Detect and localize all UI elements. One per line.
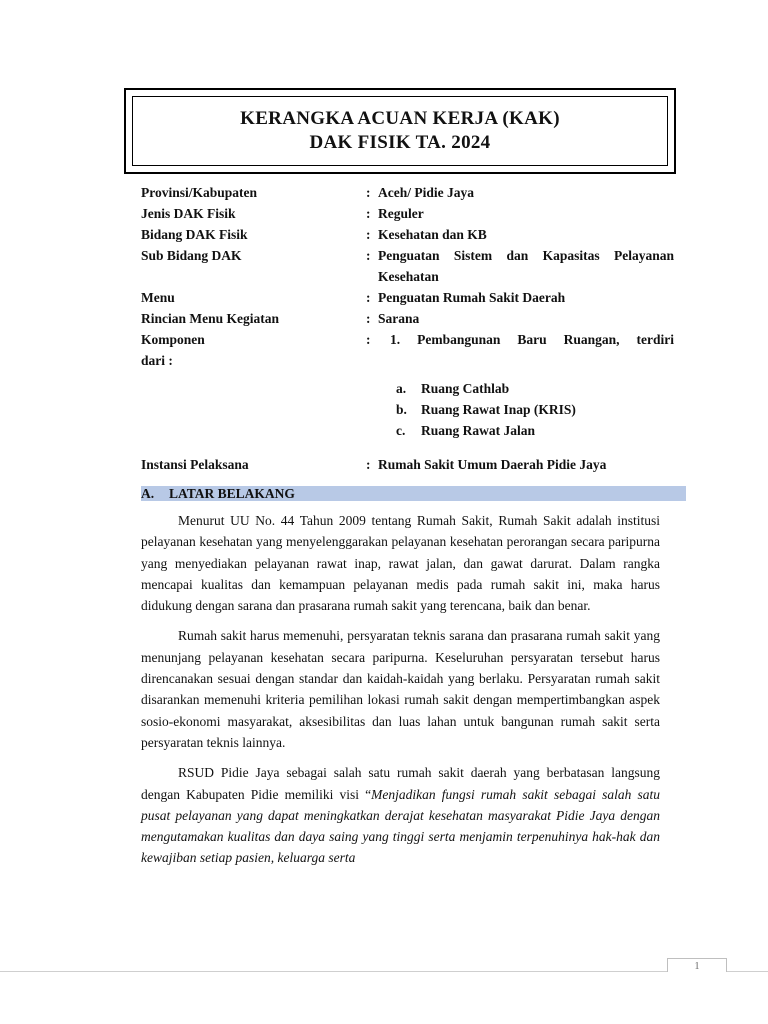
metadata-table [141, 182, 674, 475]
list-item [396, 378, 674, 399]
meta-row-komponen [141, 329, 674, 350]
title-box [124, 88, 676, 174]
section-heading-latar-belakang [141, 486, 686, 501]
list-marker: b. [396, 402, 407, 417]
meta-colon: : [366, 290, 371, 305]
list-text: Ruang Cathlab [421, 381, 510, 396]
paragraph-3-vision-quote: Menjadikan fungsi rumah sakit sebagai salah satu pusat pelayanan yang dapat meningkatkan derajat kesehatan masyarakat Pidie Jaya dengan mengutamakan kualitas dan daya saing yang tinggi serta menjamin terpenuhinya hak-hak dan kewajiban setiap pasien, keluarga serta [141, 786, 660, 866]
meta-row-jenis [141, 203, 674, 224]
meta-value: Aceh/ Pidie Jaya [378, 185, 474, 200]
meta-colon: : [366, 227, 371, 242]
meta-row-rincian [141, 308, 674, 329]
list-text: Ruang Rawat Jalan [421, 423, 536, 438]
meta-colon: : [366, 185, 371, 200]
section-title: LATAR BELAKANG [169, 486, 295, 501]
meta-value: Reguler [378, 206, 424, 221]
paragraph-1: Menurut UU No. 44 Tahun 2009 tentang Rumah Sakit, Rumah Sakit adalah institusi pelayanan kesehatan yang menyelenggarakan pelayanan kesehatan perorangan secara paripurna yang menyediakan pelayanan rawat inap, rawat jalan, dan gawat darurat. Dalam rangka mencapai kualitas dan kemampuan pelayanan medis pada rumah sakit ini, maka harus didukung dengan sarana dan prasarana rumah sakit yang terencana, baik dan benar. [141, 513, 660, 614]
footer-rule [0, 971, 768, 972]
komponen-list [396, 378, 674, 441]
meta-label: Rincian Menu Kegiatan [141, 311, 280, 326]
meta-label: Provinsi/Kabupaten [141, 185, 258, 200]
list-marker: a. [396, 381, 407, 396]
body-text [141, 510, 660, 878]
meta-row-instansi [141, 454, 674, 475]
meta-row-menu [141, 287, 674, 308]
meta-label: Sub Bidang DAK [141, 248, 242, 263]
list-item [396, 399, 674, 420]
meta-colon: : [366, 457, 371, 472]
meta-colon: : [366, 206, 371, 221]
meta-row-bidang [141, 224, 674, 245]
paragraph-2: Rumah sakit harus memenuhi, persyaratan teknis sarana dan prasarana rumah sakit yang menunjang pelayanan kesehatan secara paripurna. Keseluruhan persyaratan tersebut harus direncanakan sesuai dengan standar dan kaidah-kaidah yang berlaku. Persyaratan rumah sakit disarankan memenuhi kriteria pemilihan lokasi rumah sakit dengan mempertimbangkan aspek sosio-ekonomi masyarakat, aksesibilitas dan luas lahan untuk bangunan rumah sakit serta persyaratan teknis lainnya. [141, 628, 660, 750]
list-text: Ruang Rawat Inap (KRIS) [421, 402, 576, 417]
meta-value: 1. Pembangunan Baru Ruangan, terdiri [390, 332, 674, 347]
meta-label: Instansi Pelaksana [141, 457, 249, 472]
meta-label: Komponen [141, 332, 205, 347]
meta-colon: : [366, 311, 371, 326]
meta-colon: : [366, 332, 371, 347]
meta-colon: : [366, 248, 371, 263]
page-number: 1 [667, 958, 727, 972]
meta-row-komponen-cont [141, 350, 674, 371]
meta-value: Kesehatan dan KB [378, 227, 487, 242]
meta-value: Sarana [378, 311, 420, 326]
meta-label: Menu [141, 290, 175, 305]
paragraph-3-text: RSUD Pidie Jaya sebagai salah satu rumah sakit daerah yang berbatasan langsung dengan Kabupaten Pidie memiliki visi “ [141, 765, 660, 802]
meta-value: Penguatan Rumah Sakit Daerah [378, 290, 566, 305]
paragraph-3 [141, 762, 660, 868]
document-subtitle: DAK FISIK TA. 2024 [309, 132, 491, 153]
list-marker: c. [396, 423, 406, 438]
meta-row-provinsi [141, 182, 674, 203]
komponen-continuation: dari : [141, 353, 173, 368]
list-item [396, 420, 674, 441]
meta-value: Penguatan Sistem dan Kapasitas Pelayanan Kesehatan [378, 248, 674, 284]
section-number: A. [141, 486, 155, 501]
meta-value: Rumah Sakit Umum Daerah Pidie Jaya [378, 457, 607, 472]
title-inner-frame [132, 96, 668, 166]
meta-row-sub-bidang [141, 245, 674, 287]
meta-label: Bidang DAK Fisik [141, 227, 248, 242]
document-title: KERANGKA ACUAN KERJA (KAK) [240, 108, 560, 129]
meta-label: Jenis DAK Fisik [141, 206, 236, 221]
